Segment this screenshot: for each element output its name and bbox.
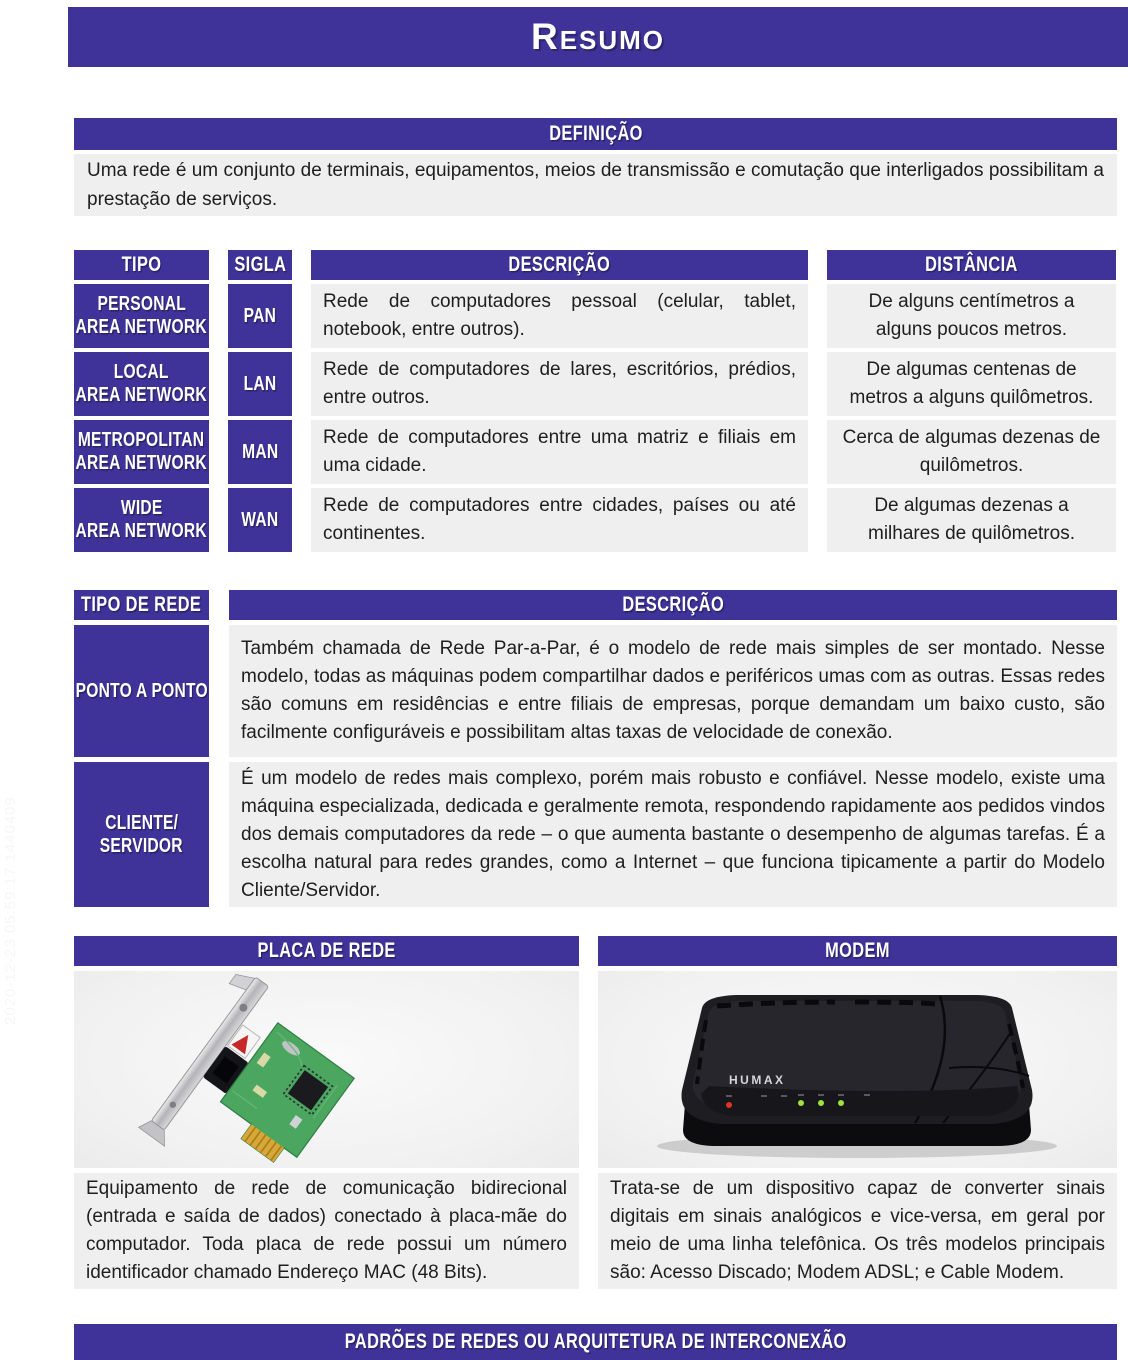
placa-de-rede-description-cell	[74, 1173, 579, 1289]
row-cliente-servidor-label: CLIENTE/ SERVIDOR	[74, 762, 209, 907]
placa-de-rede-header-bar: PLACA DE REDE	[74, 936, 579, 966]
row-lan-sigla: LAN	[228, 352, 292, 416]
row-ponto-a-ponto-label: PONTO A PONTO	[74, 625, 209, 757]
row-man-tipo: METROPOLITAN AREA NETWORK	[74, 420, 209, 484]
col-header-sigla: SIGLA	[228, 250, 292, 280]
row-pan-sigla: PAN	[228, 284, 292, 348]
row-wan-distancia: De algumas dezenas a milhares de quilômetros.	[827, 488, 1116, 552]
definicao-header-bar	[74, 118, 1117, 150]
modem-image	[598, 971, 1117, 1168]
network-card-image	[74, 971, 579, 1168]
network-card-illustration	[92, 972, 562, 1167]
definicao-text-cell	[74, 154, 1117, 216]
row-pan-tipo: PERSONAL AREA NETWORK	[74, 284, 209, 348]
col-header-descricao2: DESCRIÇÃO	[229, 590, 1117, 620]
col-header-tipo: TIPO	[74, 250, 209, 280]
devices-section	[74, 936, 1117, 1289]
footer-banner	[74, 1324, 1117, 1360]
row-pan-descricao: Rede de computadores pessoal (celular, tablet, notebook, entre outros).	[311, 284, 808, 348]
row-lan-distancia: De algumas centenas de metros a alguns quilômetros.	[827, 352, 1116, 416]
modem-brand-label: HUMAX	[729, 1073, 786, 1087]
modem-illustration	[605, 972, 1110, 1167]
row-man-sigla: MAN	[228, 420, 292, 484]
modem-description-cell	[598, 1173, 1117, 1289]
row-pan-distancia: De alguns centímetros a alguns poucos metros.	[827, 284, 1116, 348]
network-models-table	[74, 590, 1117, 907]
network-types-table	[74, 250, 1117, 552]
row-lan-descricao: Rede de computadores de lares, escritórios, prédios, entre outros.	[311, 352, 808, 416]
row-lan-tipo: LOCAL AREA NETWORK	[74, 352, 209, 416]
col-header-descricao: DESCRIÇÃO	[311, 250, 808, 280]
definicao-text: Uma rede é um conjunto de terminais, equipamentos, meios de transmissão e comutação que interligados possibilitam a prestação de serviços.	[87, 160, 1104, 210]
page-title: Resumo	[530, 16, 666, 57]
placa-de-rede-description: Equipamento de rede de comunicação bidirecional (entrada e saída de dados) conectado à placa-mãe do computador. Toda placa de rede possui um número identificador chamado Endereço MAC (48 Bits).	[86, 1178, 567, 1283]
row-ponto-a-ponto-descricao: Também chamada de Rede Par-a-Par, é o modelo de rede mais simples de ser montado. Nesse modelo, todas as máquinas podem compartilhar dados e periféricos umas com as outras. Essas redes são comuns em residências e entre filiais de empresas, porque demandam um baixo custo, são facilmente configuráveis e possibilitam altas taxas de velocidade de conexão.	[229, 625, 1117, 757]
footer-banner-label: PADRÕES DE REDES OU ARQUITETURA DE INTERCONEXÃO	[344, 1330, 847, 1353]
modem-header-bar: MODEM	[598, 936, 1117, 966]
row-man-distancia: Cerca de algumas dezenas de quilômetros.	[827, 420, 1116, 484]
row-wan-descricao: Rede de computadores entre cidades, países ou até continentes.	[311, 488, 808, 552]
definicao-header-label: DEFINIÇÃO	[548, 122, 643, 145]
row-wan-sigla: WAN	[228, 488, 292, 552]
row-cliente-servidor-descricao: É um modelo de redes mais complexo, porém mais robusto e confiável. Nesse modelo, existe uma máquina especializada, dedicada e geralmente remota, respondendo rapidamente aos pedidos vindos dos demais computadores da rede – o que aumenta bastante o desempenho de algumas tarefas. É a escolha natural para redes grandes, como a Internet – que funciona tipicamente a partir do Modelo Cliente/Servidor.	[229, 762, 1117, 907]
row-man-descricao: Rede de computadores entre uma matriz e filiais em uma cidade.	[311, 420, 808, 484]
row-wan-tipo: WIDE AREA NETWORK	[74, 488, 209, 552]
col-header-tipo-de-rede: TIPO DE REDE	[74, 590, 209, 620]
col-header-distancia: DISTÂNCIA	[827, 250, 1116, 280]
watermark: 2020-12-23 05:59:17 1440409	[2, 796, 19, 1025]
page-title-banner	[68, 7, 1128, 67]
modem-description: Trata-se de um dispositivo capaz de converter sinais digitais em sinais analógicos e vice-versa, em geral por meio de uma linha telefônica. Os três modelos principais são: Acesso Discado; Modem ADSL; e Cable Modem.	[610, 1178, 1105, 1283]
